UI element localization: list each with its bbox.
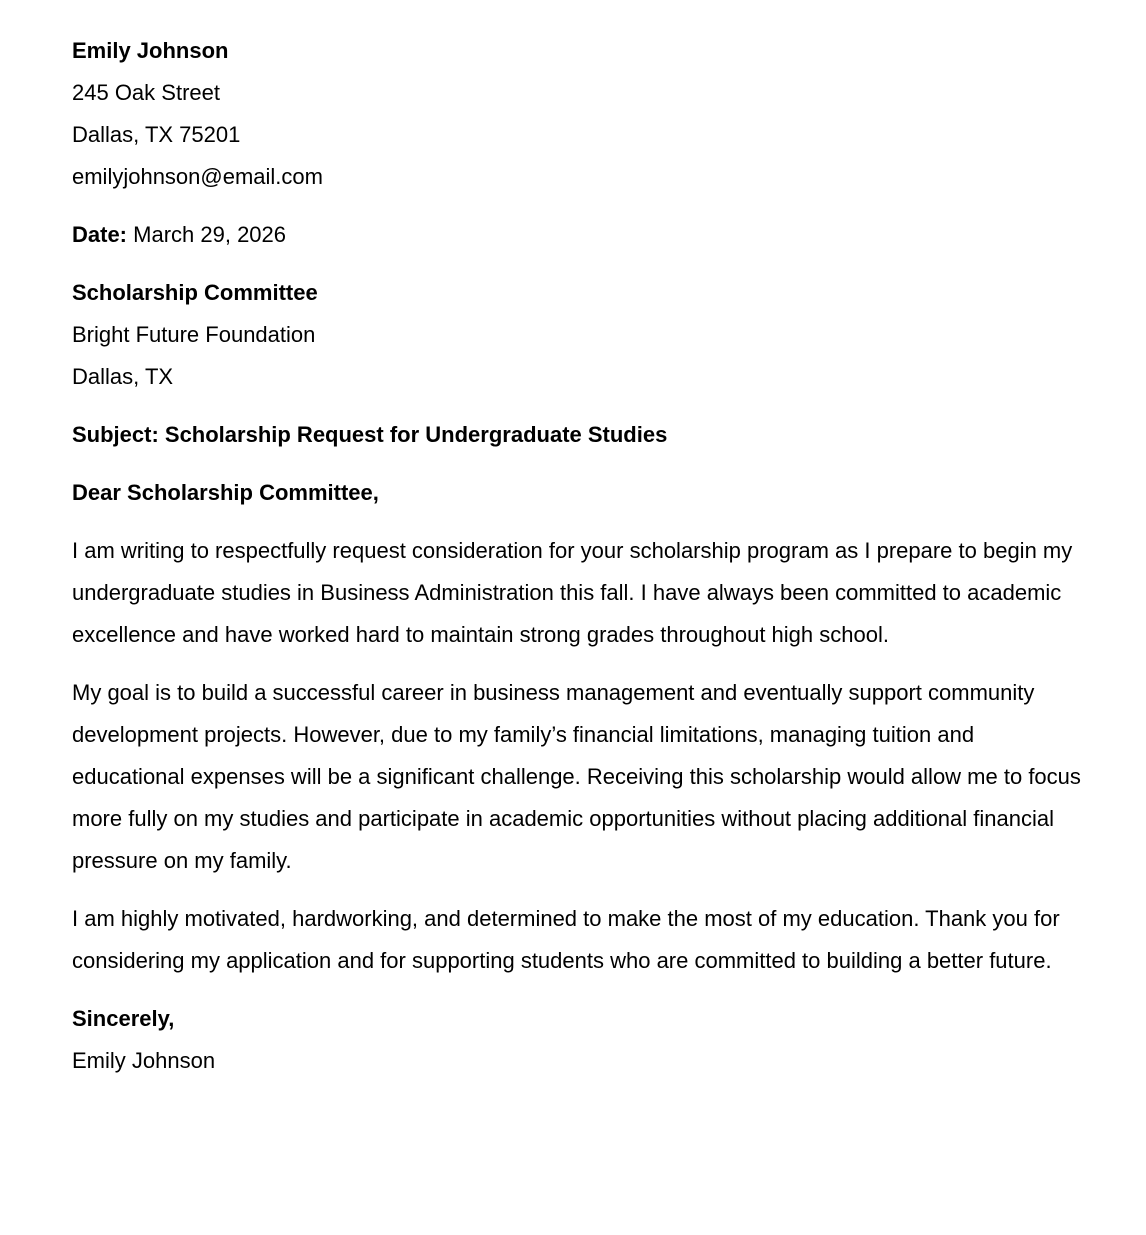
closing-block <box>72 998 1082 1082</box>
body-paragraph-1: I am writing to respectfully request consideration for your scholarship program as I prepare to begin my undergraduate studies in Business Administration this fall. I have always been committed to academic excellence and have worked hard to maintain strong grades throughout high school. <box>72 538 1073 647</box>
sender-address-line2: Dallas, TX 75201 <box>72 122 241 147</box>
sender-email: emilyjohnson@email.com <box>72 164 323 189</box>
sender-address-line1: 245 Oak Street <box>72 80 220 105</box>
recipient-organization: Bright Future Foundation <box>72 322 316 347</box>
valediction: Sincerely, <box>72 1006 175 1031</box>
date-value: March 29, 2026 <box>133 222 287 247</box>
salutation: Dear Scholarship Committee, <box>72 480 379 505</box>
recipient-block <box>72 272 1082 398</box>
recipient-location: Dallas, TX <box>72 364 174 389</box>
sender-block <box>72 30 1082 198</box>
body-paragraph-2: My goal is to build a successful career in business management and eventually support community development projects. However, due to my family’s financial limitations, managing tuition and educational expenses will be a significant challenge. Receiving this scholarship would allow me to focus more fully on my studies and participate in academic opportunities without placing additional financial pressure on my family. <box>72 680 1081 873</box>
date-label: Date: <box>72 222 128 247</box>
recipient-name: Scholarship Committee <box>72 280 318 305</box>
subject-line: Subject: Scholarship Request for Undergraduate Studies <box>72 422 668 447</box>
signature: Emily Johnson <box>72 1048 216 1073</box>
date-line <box>72 214 1082 256</box>
body-paragraph-3: I am highly motivated, hardworking, and determined to make the most of my education. Thank you for considering my application and for supporting students who are committed to building a better future. <box>72 906 1060 973</box>
sender-name: Emily Johnson <box>72 38 229 63</box>
